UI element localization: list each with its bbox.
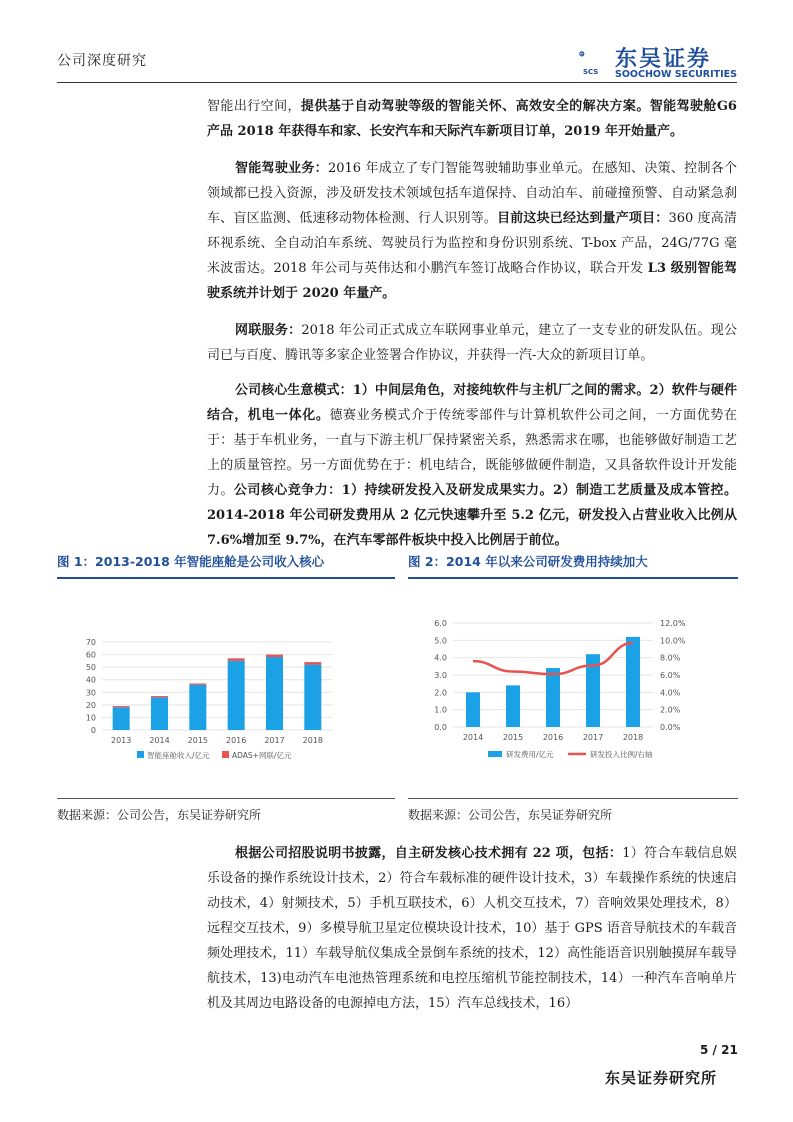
text-run: 2018 年公司正式成立车联网事业单元，建立了一支专业的研发队伍。现公司已与百度、腾讯等多家企业签署合作协议，并获得一汽-大众的新项目订单。 [207, 323, 737, 363]
y-left-tick-label: 3.0 [434, 671, 447, 680]
x-tick-label: 2014 [462, 733, 484, 742]
y-tick-label: 30 [85, 688, 96, 698]
paragraph-business-model [207, 378, 737, 553]
y-right-tick-label: 12.0% [660, 619, 686, 628]
bar-adas-2015 [189, 683, 206, 684]
figure-1-rule [57, 577, 395, 579]
y-right-tick-label: 4.0% [660, 688, 681, 698]
y-left-tick-label: 2.0 [434, 688, 447, 698]
paragraph-core-tech [207, 841, 737, 1016]
text-run: 智能出行空间， [207, 99, 301, 114]
bar-adas-2014 [151, 696, 168, 697]
text-run: 360 度高清环视系统、全自动泊车系统、驾驶员行为监控和身份识别系统、T-box 产品，24G/77G 毫米波雷达。2018 年公司与英伟达和小鹏汽车签订战略合作协议，联合开发 [207, 211, 737, 276]
figure-1-source: 数据来源：公司公告，东吴证券研究所 [57, 808, 262, 822]
legend-label: 研发投入比例/右轴 [590, 750, 653, 759]
y-tick-label: 60 [85, 650, 96, 660]
bar-cockpit-2013 [113, 707, 130, 730]
y-left-tick-label: 1.0 [434, 705, 447, 715]
x-tick-label: 2015 [187, 736, 209, 745]
legend-swatch [222, 751, 229, 758]
brand-abbr: SCS [583, 68, 599, 76]
figure-2-source: 数据来源：公司公告，东吴证券研究所 [408, 808, 613, 822]
bar-cockpit-2017 [266, 657, 283, 730]
text-run: 公司核心竞争力：1）持续研发投入及研发成果实力。2）制造工艺质量及成本管控。2014-2018 年公司研发费用从 2 亿元快速攀升至 5.2 亿元，研发投入占营业收入比例从 7.6%增加至 9.7%，在汽车零部件板块中投入比例居于前位。 [207, 483, 737, 548]
figure-2-bottom-rule [408, 798, 738, 799]
text-run: L3 级别智能驾驶系统并计划于 2020 年量产。 [207, 261, 737, 301]
bar-adas-2018 [304, 662, 321, 665]
figure-1-title: 图 1：2013-2018 年智能座舱是公司收入核心 [57, 554, 325, 569]
figure-2-chart [408, 590, 738, 790]
y-tick-label: 40 [85, 675, 96, 685]
y-left-tick-label: 4.0 [434, 653, 447, 663]
text-run: 目前这块已经达到量产项目： [497, 211, 669, 226]
page-number: 5 / 21 [700, 1043, 738, 1057]
bar-rd-expense-2018 [626, 637, 640, 727]
text-run: 1）符合车载信息娱乐设备的操作系统设计技术，2）符合车载标准的硬件设计技术，3）车载操作系统的快速启动技术，4）射频技术，5）手机互联技术，6）人机交互技术，7）音响效果处理技术，8）远程交互技术，9）多模导航卫星定位模块设计技术，10）基于 GPS 语音导航技术的车载音频处理技术，11）车载导航仪集成全景倒车系统的技术，12）高性能语音识别触摸屏车载导航技术，13)电动汽车电池热管理系统和电控压缩机节能控制技术，14）一种汽车音响单片机及其周边电路设备的电源掉电方法，15）汽车总线技术，16） [207, 846, 737, 1011]
text-run: 2016 年成立了专门智能驾驶辅助事业单元。在感知、决策、控制各个领域都已投入资源，涉及研发技术领域包括车道保持、自动泊车、前碰撞预警、自动紧急刹车、盲区监测、低速移动物体检测、行人识别等。 [207, 161, 737, 226]
bar-cockpit-2018 [304, 665, 321, 730]
paragraph-connectivity [207, 318, 737, 368]
brand-name-en: SOOCHOW SECURITIES [615, 69, 737, 80]
legend-label: ADAS+网联/亿元 [232, 751, 292, 760]
brand-name-cn: 东吴证券 [615, 47, 712, 72]
text-run: 公司核心生意模式：1）中间层角色，对接纯软件与主机厂之间的需求。2）软件与硬件结合，机电一体化。 [207, 383, 737, 423]
y-right-tick-label: 0.0% [660, 723, 681, 732]
figure-2-rule [408, 577, 738, 579]
bar-rd-expense-2016 [546, 668, 560, 727]
text-run: 德赛业务模式介于传统零部件与计算机软件公司之间，一方面优势在于：基于车机业务，一直与下游主机厂保持紧密关系，熟悉需求在哪，也能够做好制造工艺上的质量管控。另一方面优势在于：机电结合，既能够做硬件制造，又具备软件设计开发能力。 [207, 408, 737, 498]
text-run: 根据公司招股说明书披露，自主研发核心技术拥有 22 项，包括： [235, 846, 623, 861]
header-rule [57, 82, 737, 83]
bar-rd-expense-2015 [506, 685, 520, 727]
x-tick-label: 2017 [582, 733, 604, 742]
footer-org: 东吴证券研究所 [605, 1069, 718, 1087]
y-right-tick-label: 6.0% [660, 671, 681, 680]
paragraph-adas [207, 156, 737, 306]
legend-label: 智能座舱收入/亿元 [147, 751, 210, 760]
y-tick-label: 20 [85, 700, 96, 710]
text-run: 智能驾驶业务： [235, 161, 328, 176]
y-left-tick-label: 6.0 [434, 619, 447, 628]
figure-1-chart [57, 590, 395, 790]
y-left-tick-label: 0.0 [434, 723, 447, 732]
x-tick-label: 2014 [149, 736, 170, 745]
brand-logo-icon [578, 42, 614, 68]
y-right-tick-label: 2.0% [660, 705, 681, 715]
paragraph-cockpit [207, 94, 737, 144]
bar-cockpit-2016 [228, 661, 245, 730]
x-tick-label: 2016 [542, 733, 564, 742]
bar-adas-2017 [266, 655, 283, 658]
y-tick-label: 0 [90, 726, 96, 735]
text-run: 网联服务： [235, 323, 302, 338]
x-tick-label: 2016 [225, 736, 247, 745]
x-tick-label: 2013 [110, 736, 132, 745]
figure-2-title: 图 2：2014 年以来公司研发费用持续加大 [408, 554, 648, 569]
x-tick-label: 2015 [502, 733, 524, 742]
y-right-tick-label: 10.0% [660, 636, 686, 646]
bar-adas-2013 [113, 706, 130, 707]
x-tick-label: 2017 [264, 736, 285, 745]
y-tick-label: 10 [85, 713, 96, 723]
legend-swatch [488, 751, 502, 757]
bar-rd-expense-2014 [466, 692, 480, 727]
text-run: 提供基于自动驾驶等级的智能关怀、高效安全的解决方案。智能驾驶舱G6 产品 2018 年获得车和家、长安汽车和天际汽车新项目订单，2019 年开始量产。 [207, 99, 737, 139]
bar-adas-2016 [228, 658, 245, 661]
bar-cockpit-2015 [189, 685, 206, 730]
y-left-tick-label: 5.0 [434, 636, 447, 646]
legend-label: 研发费用/亿元 [506, 750, 554, 759]
y-right-tick-label: 8.0% [660, 653, 681, 663]
bar-cockpit-2014 [151, 697, 168, 730]
x-tick-label: 2018 [622, 733, 644, 742]
y-tick-label: 50 [85, 663, 96, 673]
x-tick-label: 2018 [302, 736, 324, 745]
y-tick-label: 70 [85, 638, 96, 647]
figure-1-bottom-rule [57, 798, 395, 799]
legend-swatch [137, 751, 144, 758]
section-label: 公司深度研究 [57, 53, 147, 69]
